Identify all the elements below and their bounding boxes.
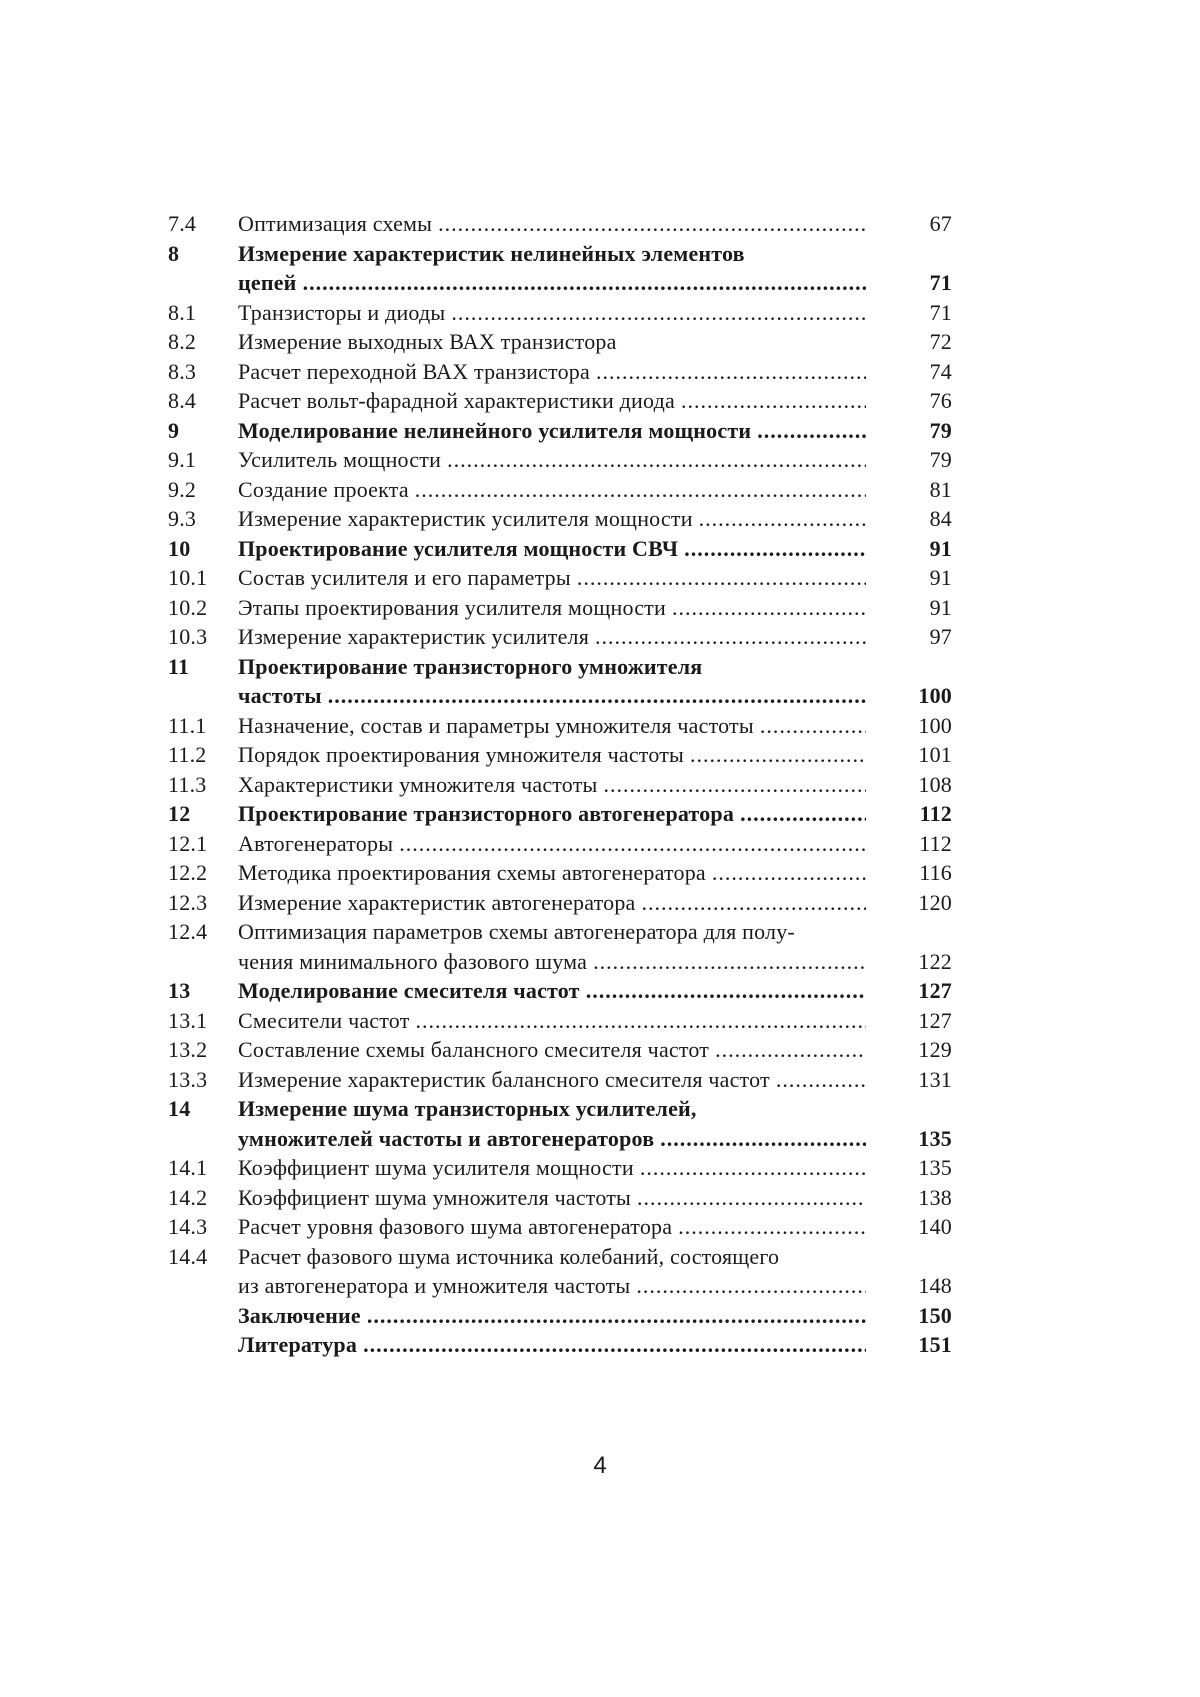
toc-entry <box>168 740 958 770</box>
dot-leader <box>590 357 866 387</box>
dot-leader <box>675 386 866 416</box>
toc-entry-title-text: Расчет вольт-фарадной характеристики диода <box>238 386 675 416</box>
toc-entry-title-text: Методика проектирования схемы автогенератора <box>238 858 706 888</box>
toc-entry-title <box>238 652 866 711</box>
toc-entry-title-text: Оптимизация схемы <box>238 209 432 239</box>
toc-entry-title <box>238 799 866 829</box>
toc-entry-number: 11 <box>168 652 238 711</box>
toc-entry <box>168 917 958 976</box>
toc-entry <box>168 1065 958 1095</box>
toc-entry-page: 127 <box>866 976 958 1006</box>
dot-leader <box>393 829 866 859</box>
toc-entry <box>168 357 958 387</box>
toc-entry <box>168 563 958 593</box>
toc-entry-page: 100 <box>866 711 958 741</box>
toc-entry-page: 76 <box>866 386 958 416</box>
toc-entry <box>168 534 958 564</box>
toc-entry-title-text: Оптимизация параметров схемы автогенератора для полу- <box>238 917 866 947</box>
toc-entry-page: 100 <box>866 681 958 711</box>
toc-entry <box>168 770 958 800</box>
toc-entry-number: 8 <box>168 239 238 298</box>
toc-entry <box>168 1330 958 1360</box>
toc-entry-page: 79 <box>866 416 958 446</box>
toc-entry <box>168 652 958 711</box>
toc-entry-title-text: Характеристики умножителя частоты <box>238 770 598 800</box>
toc-entry-page: 120 <box>866 888 958 918</box>
toc-entry-title <box>238 1094 866 1153</box>
toc-entry-title-text: Проектирование транзисторного умножителя <box>238 652 866 682</box>
toc-entry-title <box>238 858 866 888</box>
toc-entry-page: 91 <box>866 563 958 593</box>
toc-entry <box>168 504 958 534</box>
toc-entry <box>168 298 958 328</box>
toc-entry-title <box>238 1006 866 1036</box>
toc-entry <box>168 1006 958 1036</box>
dot-leader <box>297 268 866 298</box>
toc-entry-title <box>238 1183 866 1213</box>
toc-entry <box>168 593 958 623</box>
dot-leader <box>754 711 866 741</box>
toc-entry <box>168 711 958 741</box>
toc-entry-number: 8.1 <box>168 298 238 328</box>
toc-entry-page: 135 <box>866 1124 958 1154</box>
dot-leader <box>636 888 866 918</box>
toc-entry-title-text: Расчет переходной ВАХ транзистора <box>238 357 590 387</box>
toc-entry-title-text: Измерение характеристик усилителя мощности <box>238 504 693 534</box>
toc-entry-title-text: Коэффициент шума умножителя частоты <box>238 1183 631 1213</box>
toc-entry-number: 13.2 <box>168 1035 238 1065</box>
toc-entry-page: 129 <box>866 1035 958 1065</box>
toc-entry-page: 112 <box>866 799 958 829</box>
toc-entry-page: 108 <box>866 770 958 800</box>
toc-entry-title-text: Назначение, состав и параметры умножителя частоты <box>238 711 754 741</box>
dot-leader <box>441 445 866 475</box>
toc-entry-number: 11.3 <box>168 770 238 800</box>
toc-entry-number <box>168 1301 238 1331</box>
toc-entry-title-text: Проектирование усилителя мощности СВЧ <box>238 534 678 564</box>
toc-entry-title-text: Измерение характеристик усилителя <box>238 622 589 652</box>
toc-entry-page: 112 <box>866 829 958 859</box>
toc-entry-page: 116 <box>866 858 958 888</box>
toc-entry-number: 13.1 <box>168 1006 238 1036</box>
toc-entry-number: 10.3 <box>168 622 238 652</box>
toc-entry-page: 71 <box>866 268 958 298</box>
toc-entry-number: 9.2 <box>168 475 238 505</box>
toc-entry-title-text: из автогенератора и умножителя частоты <box>238 1271 630 1301</box>
toc-entry-page: 138 <box>866 1183 958 1213</box>
toc-entry-title <box>238 445 866 475</box>
dot-leader <box>666 593 866 623</box>
toc-entry-page: 91 <box>866 534 958 564</box>
toc-entry-number: 7.4 <box>168 209 238 239</box>
toc-entry-page: 97 <box>866 622 958 652</box>
toc-entry-number: 8.2 <box>168 327 238 357</box>
toc-entry-title-text: Расчет фазового шума источника колебаний, состоящего <box>238 1242 866 1272</box>
toc-entry-title-text: Транзисторы и диоды <box>238 298 445 328</box>
toc-entry <box>168 1301 958 1331</box>
dot-leader <box>322 681 866 711</box>
toc-entry-title <box>238 1301 866 1331</box>
dot-leader <box>598 770 866 800</box>
toc-entry-number: 12.4 <box>168 917 238 976</box>
toc-entry-number: 9 <box>168 416 238 446</box>
toc-entry-title-text: Моделирование нелинейного усилителя мощности <box>238 416 751 446</box>
toc-entry <box>168 445 958 475</box>
toc-entry-title-text: Измерение характеристик балансного смесителя частот <box>238 1065 770 1095</box>
toc-entry-number: 14 <box>168 1094 238 1153</box>
toc-entry-number: 12 <box>168 799 238 829</box>
toc-entry-page: 122 <box>866 947 958 977</box>
toc-entry-number: 10.2 <box>168 593 238 623</box>
toc-entry-number <box>168 1330 238 1360</box>
toc-entry-page: 151 <box>866 1330 958 1360</box>
toc-entry-number: 13.3 <box>168 1065 238 1095</box>
toc-entry-title <box>238 416 866 446</box>
toc-entry <box>168 209 958 239</box>
toc-entry-title <box>238 917 866 976</box>
toc-entry-number: 11.2 <box>168 740 238 770</box>
dot-leader <box>580 976 866 1006</box>
dot-leader <box>630 1271 866 1301</box>
toc-entry-title-text: Состав усилителя и его параметры <box>238 563 571 593</box>
toc-entry-page: 71 <box>866 298 958 328</box>
dot-leader <box>410 1006 866 1036</box>
toc-entry-title <box>238 239 866 298</box>
dot-leader <box>684 740 866 770</box>
toc-entry-title-text: Измерение выходных ВАХ транзистора <box>238 327 617 357</box>
toc-entry-title <box>238 298 866 328</box>
dot-leader <box>631 1183 866 1213</box>
toc-entry <box>168 799 958 829</box>
toc-entry <box>168 327 958 357</box>
toc-entry-title <box>238 475 866 505</box>
toc-entry <box>168 386 958 416</box>
toc-entry-title <box>238 711 866 741</box>
toc-entry-page: 127 <box>866 1006 958 1036</box>
toc-entry-title-text: Моделирование смесителя частот <box>238 976 580 1006</box>
toc-entry <box>168 888 958 918</box>
toc-entry-title-text: Измерение характеристик нелинейных элементов <box>238 239 866 269</box>
toc-entry-title <box>238 1065 866 1095</box>
toc-entry-number: 12.1 <box>168 829 238 859</box>
toc-entry-title-text: умножителей частоты и автогенераторов <box>238 1124 654 1154</box>
toc-entry-page: 135 <box>866 1153 958 1183</box>
toc-entry-number: 11.1 <box>168 711 238 741</box>
toc-entry-title <box>238 534 866 564</box>
toc-entry-title <box>238 976 866 1006</box>
dot-leader <box>571 563 866 593</box>
toc-entry-title <box>238 622 866 652</box>
toc-entry-title <box>238 1242 866 1301</box>
toc-entry-page: 150 <box>866 1301 958 1331</box>
toc-entry-number: 14.3 <box>168 1212 238 1242</box>
toc-entry-page: 74 <box>866 357 958 387</box>
toc-entry <box>168 239 958 298</box>
toc-entry-title <box>238 327 866 357</box>
toc-entry-title <box>238 829 866 859</box>
toc-entry-title <box>238 1035 866 1065</box>
toc-entry-number: 10.1 <box>168 563 238 593</box>
toc-entry-title <box>238 386 866 416</box>
toc-entry-title-text: Литература <box>238 1330 357 1360</box>
toc-entry <box>168 1153 958 1183</box>
toc-entry-number: 14.2 <box>168 1183 238 1213</box>
dot-leader <box>587 947 866 977</box>
toc-entry-page: 148 <box>866 1271 958 1301</box>
toc-entry <box>168 475 958 505</box>
toc-entry-title <box>238 563 866 593</box>
toc-entry-title-text: Порядок проектирования умножителя частоты <box>238 740 684 770</box>
toc-entry-page: 84 <box>866 504 958 534</box>
toc-entry-title <box>238 1153 866 1183</box>
toc-entry-title <box>238 770 866 800</box>
dot-leader <box>409 475 866 505</box>
toc-entry-title-text: Расчет уровня фазового шума автогенератора <box>238 1212 672 1242</box>
toc-entry-title-text: Измерение шума транзисторных усилителей, <box>238 1094 866 1124</box>
toc-entry-title-text: Составление схемы балансного смесителя частот <box>238 1035 709 1065</box>
toc-entry <box>168 416 958 446</box>
toc-entry-title <box>238 504 866 534</box>
toc-entry-title-text: Измерение характеристик автогенератора <box>238 888 636 918</box>
toc-entry-number: 9.1 <box>168 445 238 475</box>
toc-entry-title <box>238 209 866 239</box>
toc-entry-title-text: цепей <box>238 268 297 298</box>
dot-leader <box>445 298 866 328</box>
toc-entry <box>168 1094 958 1153</box>
dot-leader <box>693 504 866 534</box>
dot-leader <box>770 1065 866 1095</box>
toc-entry-number: 12.2 <box>168 858 238 888</box>
toc-entry-page: 67 <box>866 209 958 239</box>
toc-entry-title-text: Коэффициент шума усилителя мощности <box>238 1153 634 1183</box>
toc-entry <box>168 1035 958 1065</box>
toc-entry-page: 79 <box>866 445 958 475</box>
toc-entry-title <box>238 357 866 387</box>
dot-leader <box>706 858 866 888</box>
toc-entry-number: 8.3 <box>168 357 238 387</box>
page-number: 4 <box>0 1452 1200 1480</box>
toc-entry-page: 72 <box>866 327 958 357</box>
toc-entry <box>168 1183 958 1213</box>
toc-entry-number: 9.3 <box>168 504 238 534</box>
dot-leader <box>678 534 866 564</box>
toc-entry-title <box>238 740 866 770</box>
toc-entry-number: 12.3 <box>168 888 238 918</box>
toc-entry-title-text: Создание проекта <box>238 475 409 505</box>
toc-entry-title-text: чения минимального фазового шума <box>238 947 587 977</box>
toc-entry-page: 91 <box>866 593 958 623</box>
dot-leader <box>709 1035 866 1065</box>
dot-leader <box>432 209 866 239</box>
dot-leader <box>734 799 866 829</box>
toc-entry-title-text: Усилитель мощности <box>238 445 441 475</box>
toc-entry-number: 10 <box>168 534 238 564</box>
toc-entry-title-text: Автогенераторы <box>238 829 393 859</box>
toc-entry <box>168 622 958 652</box>
toc-entry <box>168 858 958 888</box>
dot-leader <box>361 1301 866 1331</box>
dot-leader <box>751 416 866 446</box>
toc-entry-title <box>238 1212 866 1242</box>
dot-leader <box>357 1330 866 1360</box>
dot-leader <box>654 1124 866 1154</box>
toc-entry-page: 140 <box>866 1212 958 1242</box>
toc-entry-title <box>238 593 866 623</box>
toc-entry-title <box>238 1330 866 1360</box>
toc-entry-title-text: Проектирование транзисторного автогенератора <box>238 799 734 829</box>
dot-leader <box>672 1212 866 1242</box>
toc-entry-title-text: Этапы проектирования усилителя мощности <box>238 593 666 623</box>
toc-entry-number: 14.4 <box>168 1242 238 1301</box>
toc-entry <box>168 1212 958 1242</box>
toc-entry-page: 81 <box>866 475 958 505</box>
toc-entry-number: 13 <box>168 976 238 1006</box>
toc-entry-title <box>238 888 866 918</box>
table-of-contents <box>168 209 958 1360</box>
toc-entry-title-text: Заключение <box>238 1301 361 1331</box>
toc-entry-title-text: частоты <box>238 681 322 711</box>
toc-entry <box>168 976 958 1006</box>
toc-entry-number: 14.1 <box>168 1153 238 1183</box>
toc-entry-title-text: Смесители частот <box>238 1006 410 1036</box>
toc-entry-page: 131 <box>866 1065 958 1095</box>
toc-entry-number: 8.4 <box>168 386 238 416</box>
toc-entry <box>168 829 958 859</box>
toc-entry-page: 101 <box>866 740 958 770</box>
toc-entry <box>168 1242 958 1301</box>
dot-leader <box>589 622 866 652</box>
dot-leader <box>634 1153 866 1183</box>
